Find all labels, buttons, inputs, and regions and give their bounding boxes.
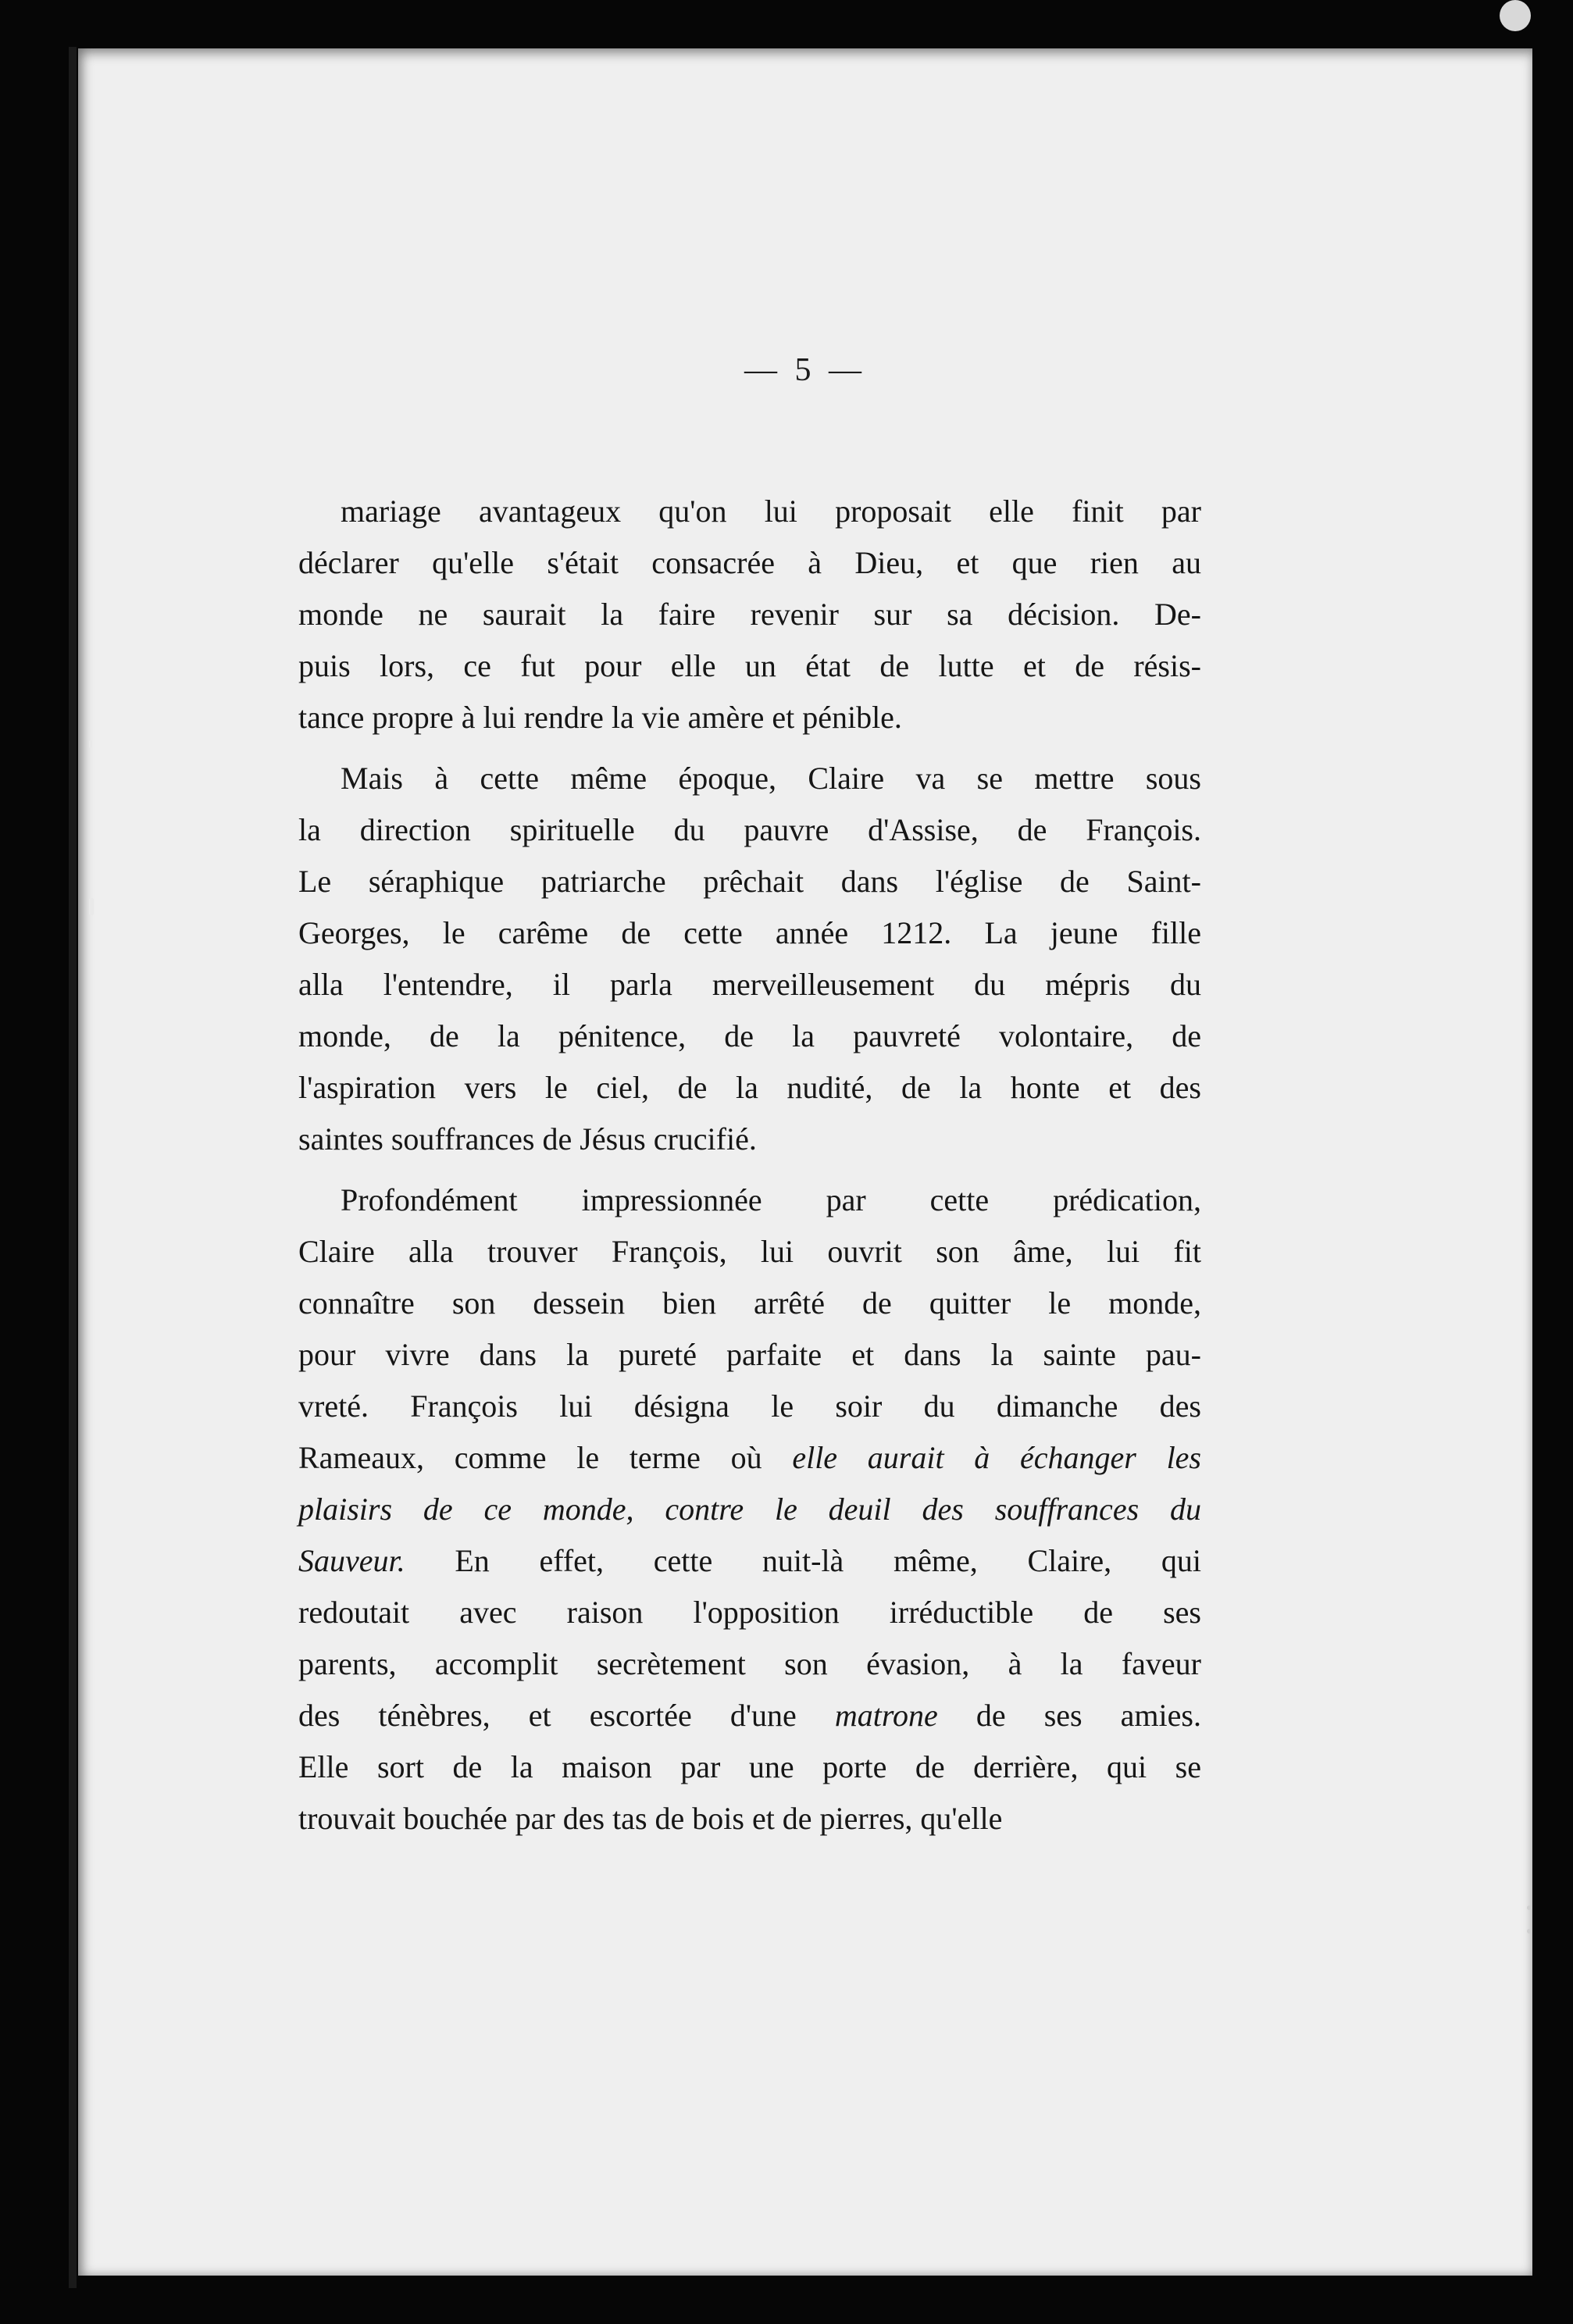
text-line: Elle sort de la maison par une porte de derrière, qui se (298, 1749, 1201, 1784)
edge-speck (1527, 1929, 1532, 1934)
text-line: l'aspiration vers le ciel, de la nudité, de la honte et des (298, 1070, 1201, 1105)
text-line: redoutait avec raison l'opposition irréductible de ses (298, 1595, 1201, 1630)
text-line: Profondément impressionnée par cette prédication, (341, 1182, 1201, 1217)
page-number: — 5 — (744, 352, 866, 388)
text-line: la direction spirituelle du pauvre d'Assise, de François. (298, 812, 1201, 847)
text-line: saintes souffrances de Jésus crucifié. (298, 1121, 757, 1157)
text-segment: des ténèbres, et escortée d'une (298, 1698, 835, 1733)
text-line (298, 1535, 1201, 1587)
text-line: Claire alla trouver François, lui ouvrit son âme, lui fit (298, 1234, 1201, 1269)
italic-text-segment: matrone (834, 1698, 938, 1733)
italic-text-segment: plaisirs de ce monde, contre le deuil des souffrances du (298, 1492, 1201, 1527)
italic-text-segment: elle aurait à échanger les (792, 1440, 1201, 1475)
margin-speck (89, 898, 94, 915)
text-line: Mais à cette même époque, Claire va se mettre sous (341, 761, 1201, 796)
page-binding-edge (69, 47, 77, 2288)
text-line (298, 1484, 1201, 1535)
text-line: monde ne saurait la faire revenir sur sa décision. De- (298, 597, 1201, 632)
text-line: connaître son dessein bien arrêté de quitter le monde, (298, 1285, 1201, 1321)
text-line: puis lors, ce fut pour elle un état de lutte et de résis- (298, 648, 1201, 683)
text-line: trouvait bouchée par des tas de bois et de pierres, qu'elle (298, 1801, 1003, 1836)
text-segment: En effet, cette nuit-là même, Claire, qui (405, 1543, 1201, 1578)
body-text (298, 486, 1201, 1845)
text-line: pour vivre dans la pureté parfaite et dans la sainte pau- (298, 1337, 1201, 1372)
edge-speck (1527, 1905, 1532, 1910)
text-line (298, 1432, 1201, 1484)
italic-text-segment: Sauveur. (298, 1543, 405, 1578)
text-line (298, 1690, 1201, 1741)
text-line: Le séraphique patriarche prêchait dans l'église de Saint- (298, 864, 1201, 899)
corner-blemish (1500, 0, 1531, 31)
text-segment: Rameaux, comme le terme où (298, 1440, 793, 1475)
text-line: vreté. François lui désigna le soir du dimanche des (298, 1388, 1201, 1424)
text-line: tance propre à lui rendre la vie amère et pénible. (298, 700, 902, 735)
text-line: alla l'entendre, il parla merveilleusement du mépris du (298, 967, 1201, 1002)
text-line: Georges, le carême de cette année 1212. La jeune fille (298, 915, 1201, 950)
text-segment: de ses amies. (937, 1698, 1201, 1733)
text-line: parents, accomplit secrètement son évasion, à la faveur (298, 1646, 1201, 1681)
text-line: monde, de la pénitence, de la pauvreté volontaire, de (298, 1018, 1201, 1053)
text-line: déclarer qu'elle s'était consacrée à Dieu, et que rien au (298, 545, 1201, 580)
text-line: mariage avantageux qu'on lui proposait elle finit par (341, 494, 1201, 529)
margin-speck (89, 740, 92, 748)
book-page (78, 48, 1532, 2276)
